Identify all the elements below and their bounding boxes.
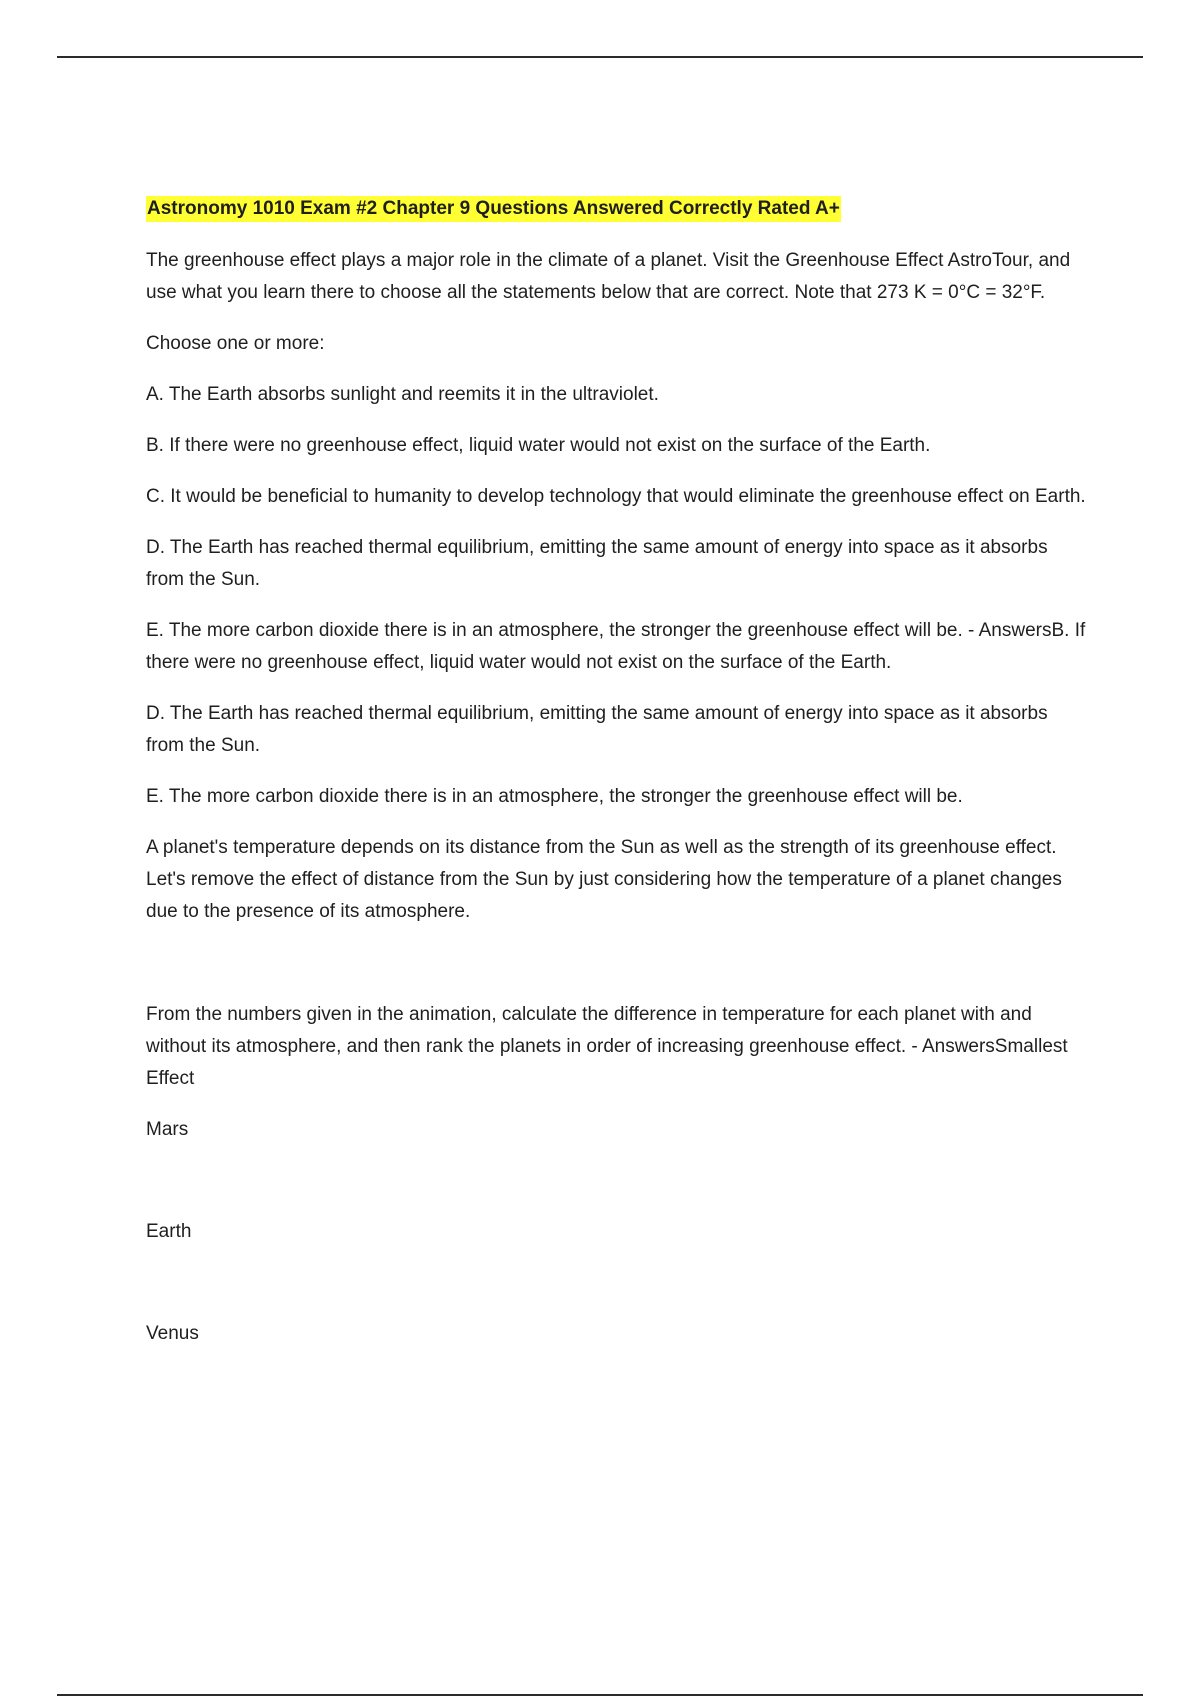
answer-e: E. The more carbon dioxide there is in an atmosphere, the stronger the greenhouse effect will be. [146,786,963,807]
header-rule [57,56,1143,58]
intro-paragraph: The greenhouse effect plays a major role in the climate of a planet. Visit the Greenhouse Effect AstroTour, and use what you learn there to choose all the statements below that are correct. Note that 273 K = 0°C = 32°F. [146,250,1071,303]
choose-instruction: Choose one or more: [146,333,325,354]
ranking-item-mars: Mars [146,1119,189,1140]
option-a: A. The Earth absorbs sunlight and reemits it in the ultraviolet. [146,384,659,405]
answer-d: D. The Earth has reached thermal equilibrium, emitting the same amount of energy into space as it absorbs from the Sun. [146,703,1048,756]
temperature-paragraph: A planet's temperature depends on its distance from the Sun as well as the strength of its greenhouse effect. Let's remove the effect of distance from the Sun by just considering how the temperature of a planet changes due to the presence of its atmosphere. [146,837,1062,922]
option-d: D. The Earth has reached thermal equilibrium, emitting the same amount of energy into space as it absorbs from the Sun. [146,537,1048,590]
option-b: B. If there were no greenhouse effect, liquid water would not exist on the surface of the Earth. [146,435,931,456]
option-e-with-answer: E. The more carbon dioxide there is in an atmosphere, the stronger the greenhouse effect will be. - AnswersB. If there were no greenhouse effect, liquid water would not exist on the surface of the Earth. [146,620,1086,673]
option-c: C. It would be beneficial to humanity to develop technology that would eliminate the greenhouse effect on Earth. [146,486,1086,507]
ranking-item-venus: Venus [146,1323,199,1344]
calculate-question: From the numbers given in the animation, calculate the difference in temperature for each planet with and without its atmosphere, and then rank the planets in order of increasing greenhouse effect. - AnswersSmallest Effect [146,1004,1068,1089]
document-title: Astronomy 1010 Exam #2 Chapter 9 Questions Answered Correctly Rated A+ [146,196,841,222]
ranking-item-earth: Earth [146,1221,192,1242]
footer-rule [57,1694,1143,1696]
document-body [146,196,1090,1350]
